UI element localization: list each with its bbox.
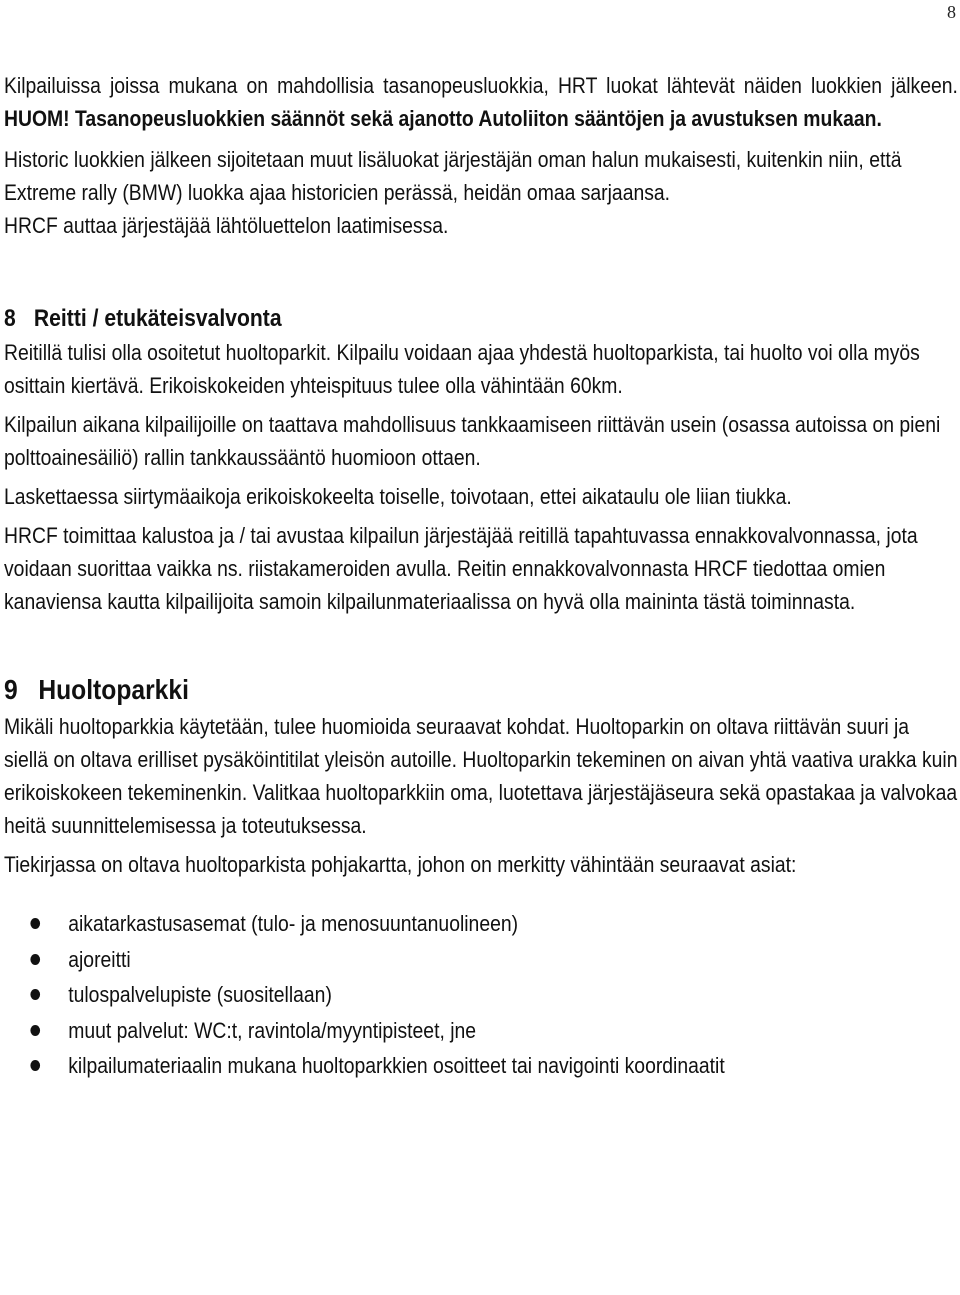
section-heading-route <box>4 302 958 336</box>
bullet-icon <box>30 918 40 929</box>
bullet-icon <box>30 954 40 965</box>
list-item-text: muut palvelut: WC:t, ravintola/myyntipisteet, jne <box>68 1017 477 1043</box>
section-title: Reitti / etukäteisvalvonta <box>33 305 282 332</box>
list-item-text: tulospalvelupiste (suositellaan) <box>68 982 332 1007</box>
section-number: 9 <box>4 674 18 705</box>
list-item <box>4 942 958 978</box>
bullet-icon <box>30 989 40 1000</box>
paragraph-start-list: HRCF auttaa järjestäjää lähtöluettelon laatimisessa. <box>4 213 449 238</box>
paragraph-historic-classes: Historic luokkien jälkeen sijoitetaan muut lisäluokat järjestäjän oman halun mukaisesti, kuitenkin niin, että Extreme rally (BMW) luokka ajaa historicien perässä, heidän omaa sarjaansa. <box>4 147 902 205</box>
list-item-text: kilpailumateriaalin mukana huoltoparkkien osoitteet tai navigointi koordinaatit <box>68 1053 725 1078</box>
paragraph-service-park-requirements: Mikäli huoltoparkkia käytetään, tulee huomioida seuraavat kohdat. Huoltoparkin on oltava riittävän suuri ja siellä on oltava erilliset pysäköintitilat yleisön autoille. Huoltoparkin tekeminen on aivan yhtä vaativa urakka kuin erikoiskokeen tekeminenkin. Valitkaa huoltoparkkiin oma, luotettava järjestäjäseura sekä opastakaa ja valvokaa heitä suunnittelemisessa ja toteutuksessa. <box>4 714 958 838</box>
paragraph-transit-times: Laskettaessa siirtymäaikoja erikoiskokeelta toiselle, toivotaan, ettei aikataulu ole liian tiukka. <box>4 484 792 509</box>
bullet-icon <box>30 1025 40 1036</box>
list-item <box>4 1048 958 1084</box>
paragraph-service-parks: Reitillä tulisi olla osoitetut huoltoparkit. Kilpailu voidaan ajaa yhdestä huoltoparkista, tai huolto voi olla myös osittain kiertävä. Erikoiskokeiden yhteispituus tulee olla vähintään 60km. <box>4 340 920 398</box>
paragraph-class-order <box>4 69 958 135</box>
list-item <box>4 977 958 1013</box>
list-item-text: ajoreitti <box>68 946 131 972</box>
paragraph-refuelling: Kilpailun aikana kilpailijoille on taattava mahdollisuus tankkaamiseen riittävän usein (osassa autoissa on pieni polttoainesäiliö) rallin tankkaussääntö huomioon ottaen. <box>4 412 941 470</box>
list-item <box>4 906 958 942</box>
paragraph-pre-surveillance: HRCF toimittaa kalustoa ja / tai avustaa kilpailun järjestäjää reitillä tapahtuvassa ennakkovalvonnassa, jota voidaan suorittaa vaikka ns. riistakameroiden avulla. Reitin ennakkovalvonnasta HRCF tiedottaa omien kanaviensa kautta kilpailijoita samoin kilpailunmateriaalissa on hyvä olla maininta tästä toiminnasta. <box>4 523 918 614</box>
bullet-icon <box>30 1060 40 1071</box>
section-number: 8 <box>4 305 16 332</box>
paragraph-text: Kilpailuissa joissa mukana on mahdollisia tasanopeusluokkia, HRT luokat lähtevät näiden luokkien jälkeen. <box>4 73 958 98</box>
section-title: Huoltoparkki <box>38 674 189 705</box>
section-heading-service-park <box>4 670 958 710</box>
list-item <box>4 1013 958 1049</box>
page-number: 8 <box>947 2 956 22</box>
document-body <box>4 69 958 1084</box>
paragraph-roadbook-map: Tiekirjassa on oltava huoltoparkista pohjakartta, johon on merkitty vähintään seuraavat asiat: <box>4 852 797 877</box>
bullet-list <box>4 906 958 1084</box>
notice-text: HUOM! Tasanopeusluokkien säännöt sekä ajanotto Autoliiton sääntöjen ja avustuksen mukaan. <box>4 106 882 131</box>
list-item-text: aikatarkastusasemat (tulo- ja menosuuntanuolineen) <box>68 911 519 936</box>
